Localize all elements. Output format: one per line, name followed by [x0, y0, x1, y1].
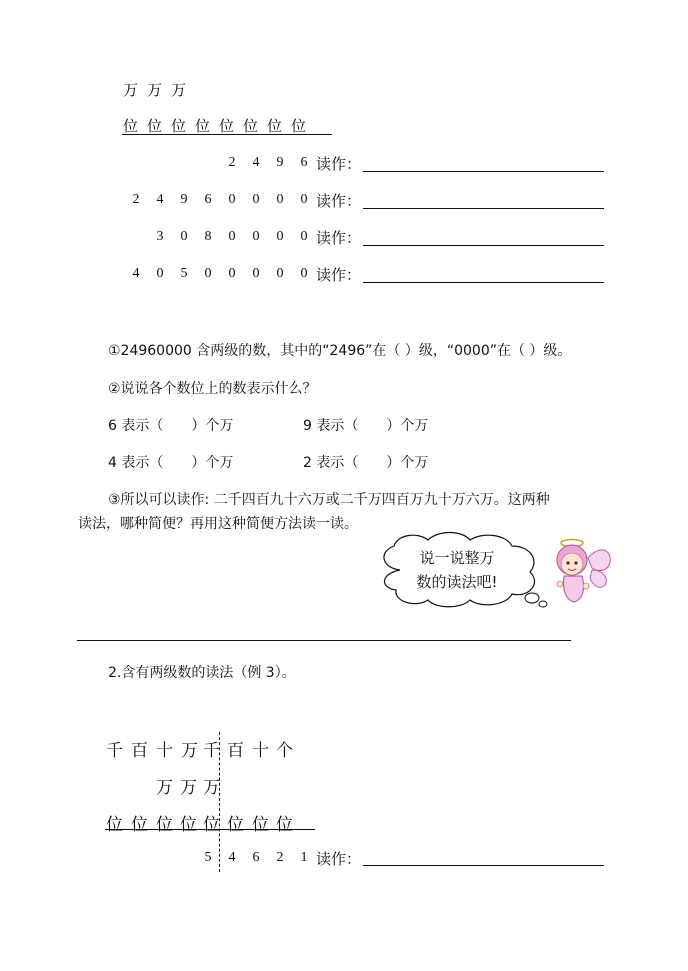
digit: 2 — [276, 850, 284, 865]
read-as-label: 读作： — [316, 155, 362, 173]
digit: 2 — [132, 192, 140, 207]
digit: 0 — [276, 229, 284, 244]
wei-char: 位 — [171, 117, 187, 135]
number-row — [0, 848, 688, 870]
place-char: 万 — [181, 741, 198, 761]
fill-blank-6: 6 表示（ ）个万 — [108, 418, 234, 434]
read-as-label: 读作： — [316, 266, 362, 284]
place-char: 百 — [227, 741, 244, 761]
digit: 3 — [156, 229, 164, 244]
digit: 0 — [276, 266, 284, 281]
question-3-line-1: ③所以可以读作: 二千四百九十六万或二千万四百万九十万六万。这两种 — [108, 492, 550, 508]
question-1: ①24960000 含两级的数，其中的“2496”在（ ）级，“0000”在（ ）级。 — [108, 343, 572, 359]
fill-blank-2: 2 表示（ ）个万 — [303, 455, 429, 471]
digit: 0 — [228, 266, 236, 281]
digit: 0 — [276, 192, 284, 207]
digit: 1 — [300, 850, 308, 865]
wei-char: 位 — [267, 117, 283, 135]
digit: 0 — [300, 229, 308, 244]
angel-illustration — [548, 536, 614, 608]
digit: 4 — [132, 266, 140, 281]
number-row — [0, 227, 688, 249]
wei-underline — [122, 134, 332, 135]
digit: 9 — [276, 155, 284, 170]
place-char: 百 — [131, 741, 148, 761]
digit: 2 — [228, 155, 236, 170]
digit: 6 — [300, 155, 308, 170]
digit: 0 — [228, 229, 236, 244]
wan-char: 万 — [171, 81, 187, 99]
bubble-line-1: 说一说整万 — [419, 549, 495, 567]
wei-underline — [105, 829, 315, 830]
wei-char: 位 — [123, 117, 139, 135]
fill-blank-9: 9 表示（ ）个万 — [303, 418, 429, 434]
place-char: 个 — [276, 741, 293, 761]
wan-char: 万 — [180, 778, 197, 798]
digit: 4 — [228, 850, 236, 865]
wei-char: 位 — [243, 117, 259, 135]
digit: 0 — [204, 266, 212, 281]
read-as-label: 读作： — [316, 192, 362, 210]
digit: 5 — [204, 850, 212, 865]
wei-char: 位 — [252, 815, 269, 835]
wan-char: 万 — [123, 81, 139, 99]
question-2: ②说说各个数位上的数表示什么？ — [108, 381, 317, 397]
question-3-line-2: 读法，哪种简便？再用这种简便方法读一读。 — [78, 516, 358, 532]
wei-char: 位 — [147, 117, 163, 135]
answer-line[interactable] — [363, 282, 604, 283]
digit: 0 — [300, 192, 308, 207]
wei-char: 位 — [227, 815, 244, 835]
wei-char: 位 — [195, 117, 211, 135]
read-as-label: 读作： — [316, 229, 362, 247]
answer-line[interactable] — [363, 171, 604, 172]
digit: 0 — [252, 229, 260, 244]
digit: 0 — [228, 192, 236, 207]
answer-line[interactable] — [363, 245, 604, 246]
wan-char: 万 — [203, 778, 220, 798]
digit: 0 — [252, 192, 260, 207]
digit: 0 — [252, 266, 260, 281]
wei-char: 位 — [203, 815, 220, 835]
wan-char: 万 — [156, 778, 173, 798]
place-char: 千 — [203, 741, 220, 761]
number-row — [0, 153, 688, 175]
digit: 5 — [180, 266, 188, 281]
digit: 0 — [300, 266, 308, 281]
digit: 4 — [252, 155, 260, 170]
digit: 6 — [252, 850, 260, 865]
read-as-label: 读作： — [316, 850, 362, 868]
wei-char: 位 — [156, 815, 173, 835]
digit: 9 — [180, 192, 188, 207]
number-row — [0, 264, 688, 286]
digit: 8 — [204, 229, 212, 244]
section-divider — [77, 640, 571, 641]
number-row — [0, 190, 688, 212]
place-char: 十 — [252, 741, 269, 761]
fill-blank-4: 4 表示（ ）个万 — [108, 455, 234, 471]
digit: 0 — [156, 266, 164, 281]
wan-char: 万 — [147, 81, 163, 99]
bubble-line-2: 数的读法吧! — [416, 573, 498, 591]
wei-char: 位 — [180, 815, 197, 835]
digit: 6 — [204, 192, 212, 207]
wei-char: 位 — [131, 815, 148, 835]
thought-bubble — [372, 530, 552, 610]
place-char: 千 — [106, 741, 123, 761]
answer-line[interactable] — [363, 865, 604, 866]
digit: 0 — [180, 229, 188, 244]
wei-char: 位 — [106, 815, 123, 835]
place-char: 十 — [156, 741, 173, 761]
digit: 4 — [156, 192, 164, 207]
section-2-heading: 2.含有两级数的读法（例 3）。 — [108, 665, 296, 681]
wei-char: 位 — [291, 117, 307, 135]
wei-char: 位 — [276, 815, 293, 835]
answer-line[interactable] — [363, 208, 604, 209]
wei-char: 位 — [219, 117, 235, 135]
